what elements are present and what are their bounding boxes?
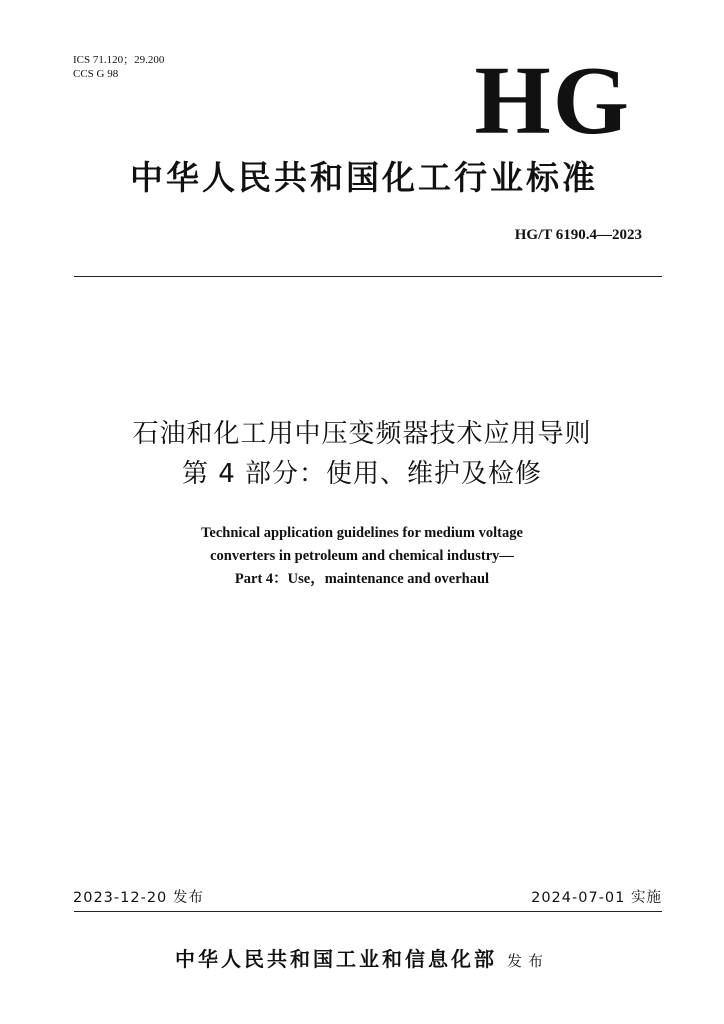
classification-codes [73, 54, 164, 82]
standard-number: HG/T 6190.4—2023 [514, 227, 642, 243]
chinese-title-line-2: 第 4 部分：使用、维护及检修 [181, 459, 543, 489]
english-title-line-1: Technical application guidelines for medium voltage [201, 525, 523, 541]
hg-logo: HG [474, 47, 631, 155]
standard-category-title: 中华人民共和国化工行业标准 [130, 158, 598, 197]
issue-date: 2023-12-20 发布 [73, 890, 204, 906]
ics-code: ICS 71.120；29.200 [73, 54, 165, 66]
ccs-code: CCS G 98 [73, 68, 119, 80]
implementation-date: 2024-07-01 实施 [531, 890, 662, 906]
bottom-divider [74, 911, 662, 912]
chinese-title-line-1: 石油和化工用中压变频器技术应用导则 [132, 419, 592, 449]
issuing-authority: 中华人民共和国工业和信息化部 [174, 947, 497, 971]
english-title-line-3: Part 4：Use，maintenance and overhaul [234, 571, 490, 587]
issue-action: 发布 [506, 952, 549, 970]
top-divider [74, 276, 662, 277]
english-title-line-2: converters in petroleum and chemical industry— [210, 548, 514, 564]
publisher-line [40, 946, 684, 974]
